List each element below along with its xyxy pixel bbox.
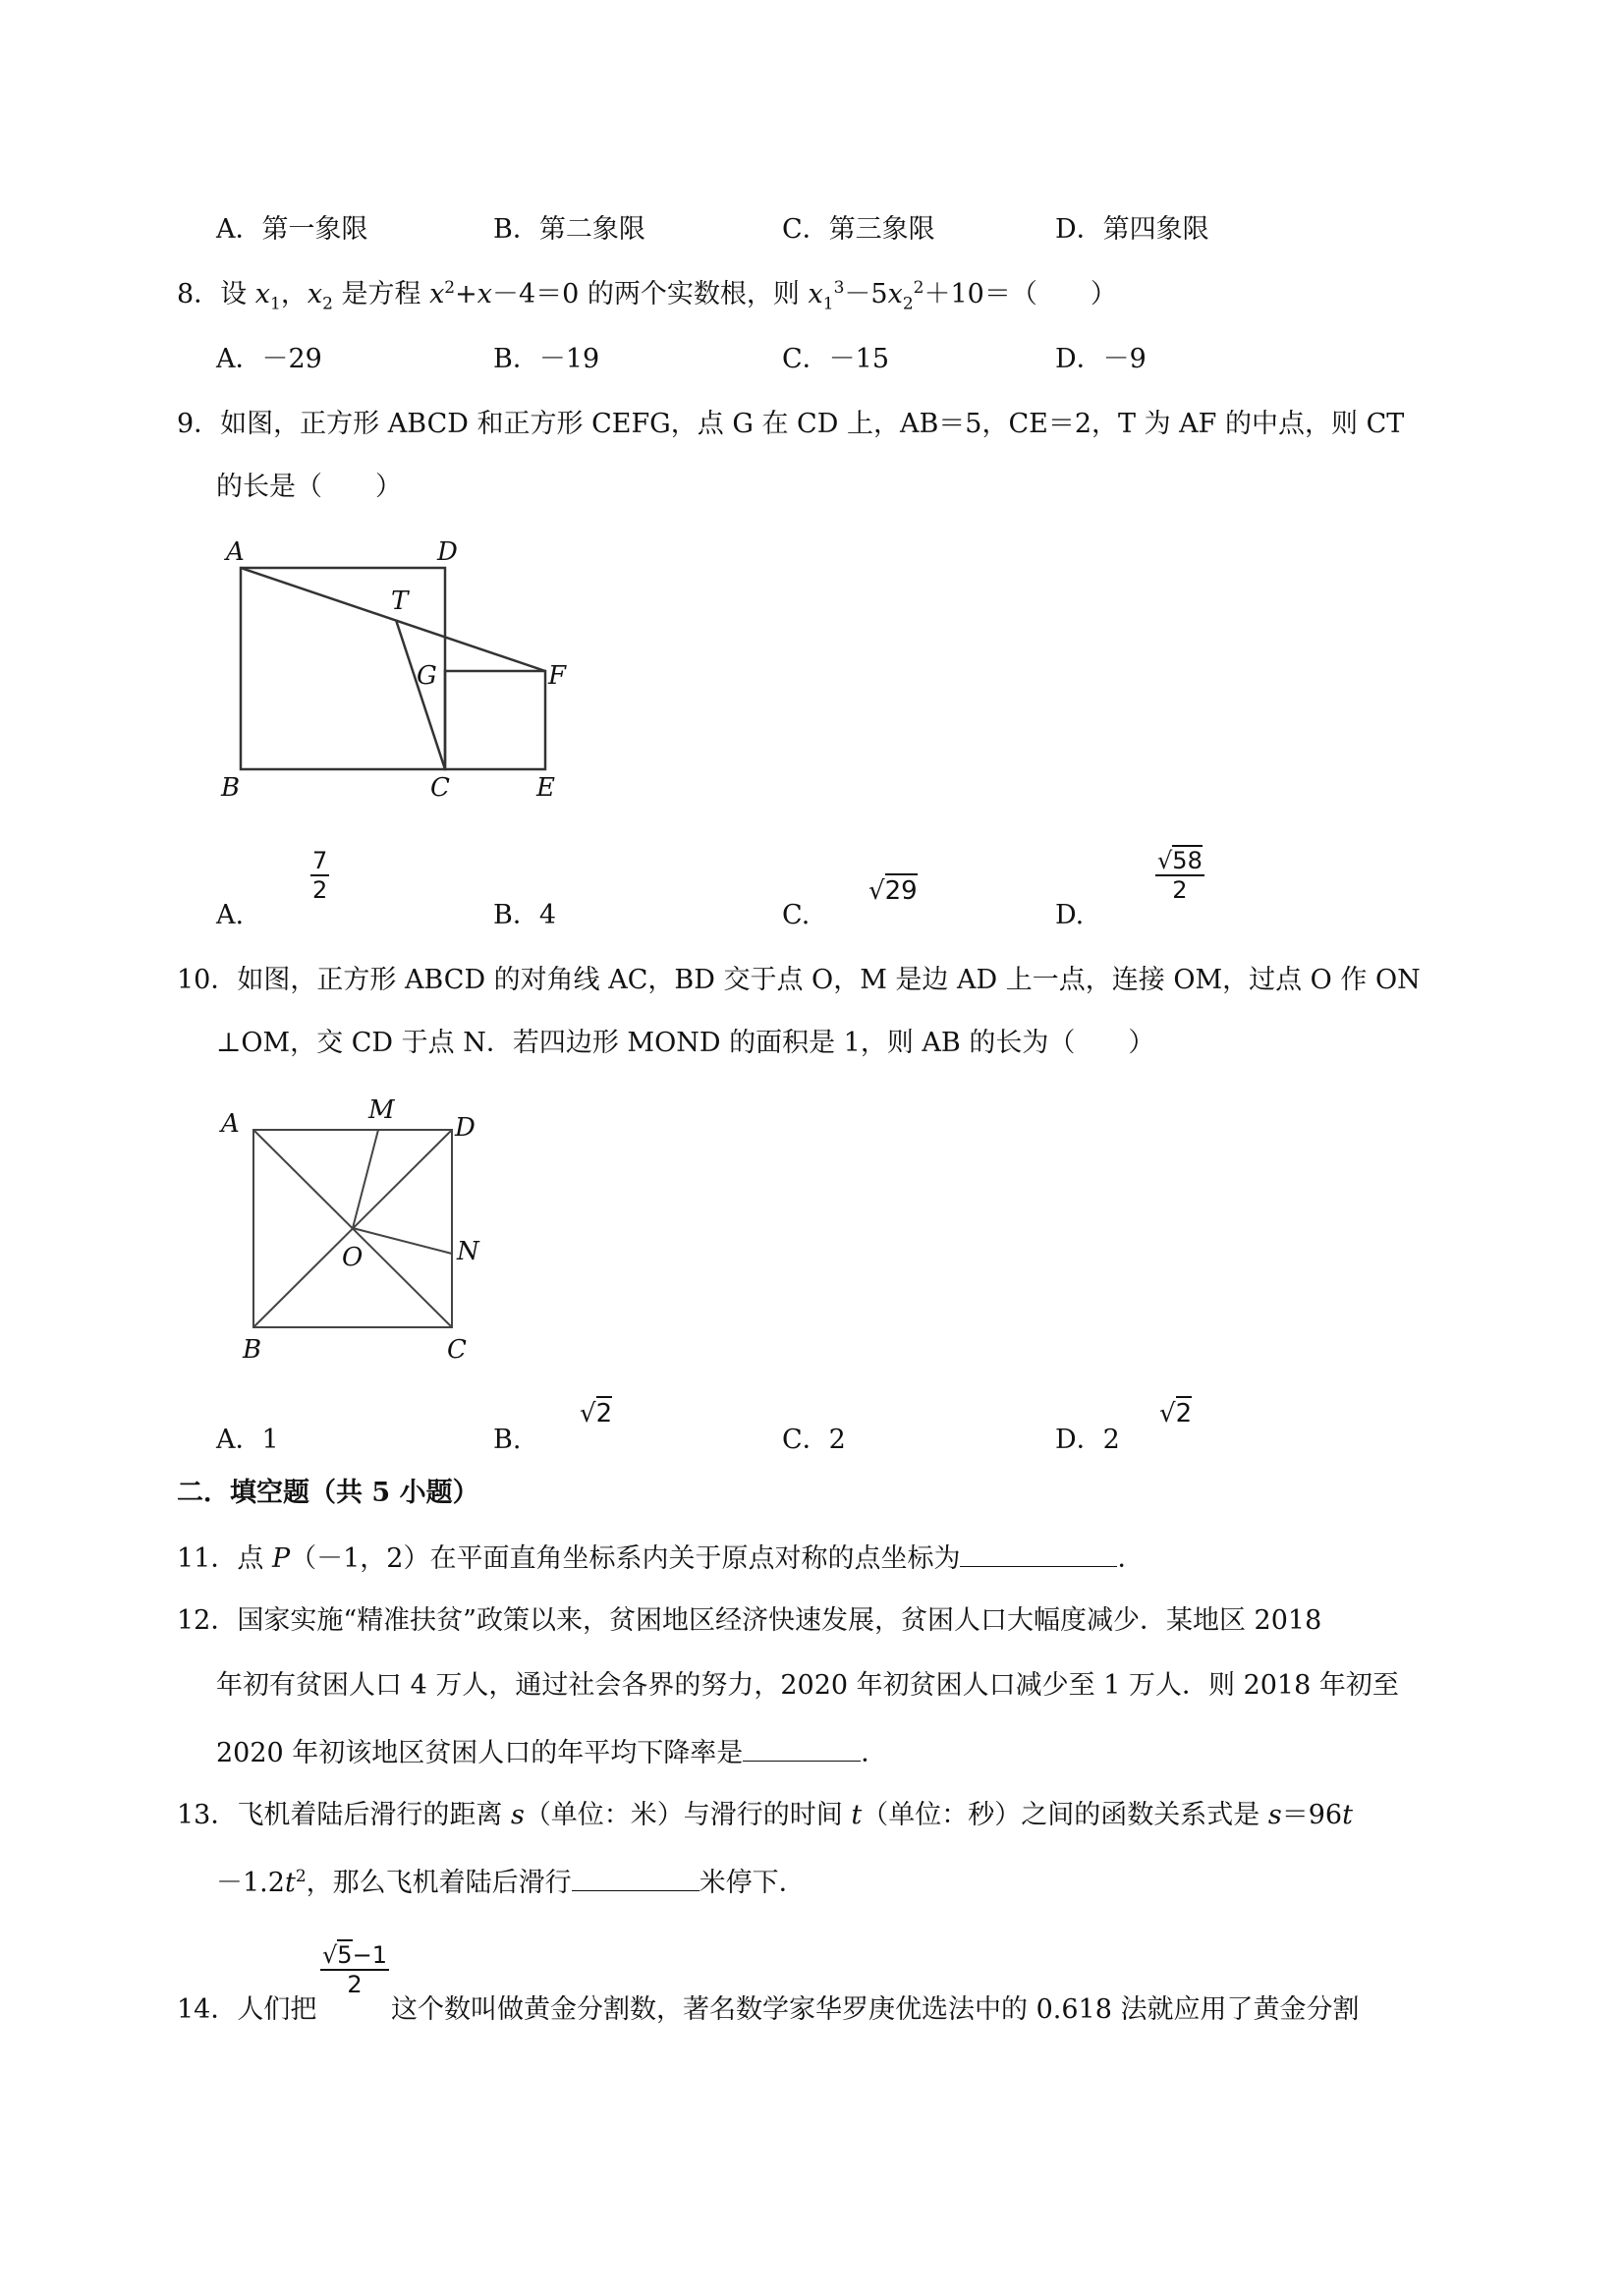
q14-question-post: 这个数叫做黄金分割数，著名数学家华罗庚优选法中的 0.618 法就应用了黄金分割 (391, 1994, 1360, 2025)
q7-option-d: D．第四象限 (1055, 214, 1209, 245)
q10-label-o: O (342, 1243, 364, 1272)
q9-option-a-fraction: $\frac{7}{2}$ (312, 847, 328, 904)
q10-figure (211, 1089, 516, 1364)
q14-golden-ratio-fraction: $\frac{√5-1}{2}$ (322, 1941, 387, 1998)
q10-label-d: D (455, 1113, 476, 1143)
q8-question: 8．设 $x_1$，$x_2$ 是方程 $x^2+x-4=0$ 的两个实数根，则 $x_1^3-5x_2^2+10=$（ ） (177, 278, 1117, 314)
q9-question-line1: 9．如图，正方形 ABCD 和正方形 CEFG，点 G 在 CD 上，AB＝5，CE＝2，T 为 AF 的中点，则 CT (177, 409, 1405, 439)
q7-option-b: B．第二象限 (493, 214, 645, 245)
q10-option-b: B. (493, 1425, 522, 1455)
q9-label-e: E (536, 773, 555, 803)
q11-question: 11．点 P（－1，2）在平面直角坐标系内关于原点对称的点坐标为 ． (177, 1539, 1144, 1577)
q10-label-b: B (243, 1335, 262, 1364)
q9-label-b: B (221, 773, 241, 803)
q9-label-d: D (437, 537, 458, 567)
q13-answer-blank (572, 1863, 700, 1891)
q10-option-a: A．1 (216, 1425, 279, 1455)
q12-question-line2: 年初有贫困人口 4 万人，通过社会各界的努力，2020 年初贫困人口减少至 1 万人．则 2018 年初至 (216, 1670, 1399, 1701)
q9-question-line2: 的长是（ ） (216, 472, 402, 502)
q13-question-line1: 13．飞机着陆后滑行的距离 s（单位：米）与滑行的时间 t（单位：秒）之间的函数关系式是 s＝96t (177, 1800, 1353, 1830)
q7-option-c: C．第三象限 (782, 214, 935, 245)
q10-label-c: C (447, 1335, 467, 1364)
q10-option-d-radical: √2 (1159, 1399, 1192, 1428)
q9-label-f: F (548, 661, 567, 691)
q7-option-a: A．第一象限 (216, 214, 368, 245)
q8-option-c: C．－15 (782, 344, 890, 374)
q9-figure (216, 531, 609, 806)
q9-option-c-radical: √29 (868, 876, 918, 906)
q9-label-c: C (430, 773, 450, 803)
q9-label-t: T (391, 587, 409, 616)
q10-option-b-radical: √2 (580, 1399, 612, 1428)
q8-option-a: A．－29 (216, 344, 322, 374)
q10-label-a: A (221, 1109, 240, 1139)
q9-label-a: A (226, 537, 245, 567)
q8-option-b: B．－19 (493, 344, 600, 374)
q9-option-a: A. (216, 900, 245, 930)
q9-option-d: D. (1055, 900, 1085, 930)
q10-question-line2: ⊥OM，交 CD 于点 N．若四边形 MOND 的面积是 1，则 AB 的长为（ ） (216, 1028, 1155, 1058)
q9-label-g: G (417, 661, 437, 691)
q13-question-line2: $-1.2t^2$，那么飞机着陆后滑行 米停下． (216, 1863, 806, 1901)
q12-question-line3: 2020 年初该地区贫困人口的年平均下降率是 ． (216, 1733, 887, 1771)
section-heading-fill-in: 二．填空题（共 5 小题） (177, 1478, 479, 1508)
q9-option-d-fraction: $\frac{√58}{2}$ (1157, 847, 1203, 904)
q14-question-pre: 14．人们把 (177, 1994, 317, 2025)
q10-option-c: C．2 (782, 1425, 846, 1455)
q12-answer-blank (743, 1733, 861, 1762)
q10-label-m: M (368, 1095, 395, 1125)
q12-question-line1: 12．国家实施“精准扶贫”政策以来，贫困地区经济快速发展，贫困人口大幅度减少．某地区 2018 (177, 1605, 1322, 1636)
q8-option-d: D．－9 (1055, 344, 1147, 374)
q9-option-c: C. (782, 900, 811, 930)
q10-label-n: N (457, 1237, 479, 1266)
q10-option-d: D．2 (1055, 1425, 1120, 1455)
q11-answer-blank (960, 1539, 1117, 1567)
q9-option-b: B．4 (493, 900, 557, 930)
q10-question-line1: 10．如图，正方形 ABCD 的对角线 AC，BD 交于点 O，M 是边 AD 上一点，连接 OM，过点 O 作 ON (177, 965, 1421, 995)
